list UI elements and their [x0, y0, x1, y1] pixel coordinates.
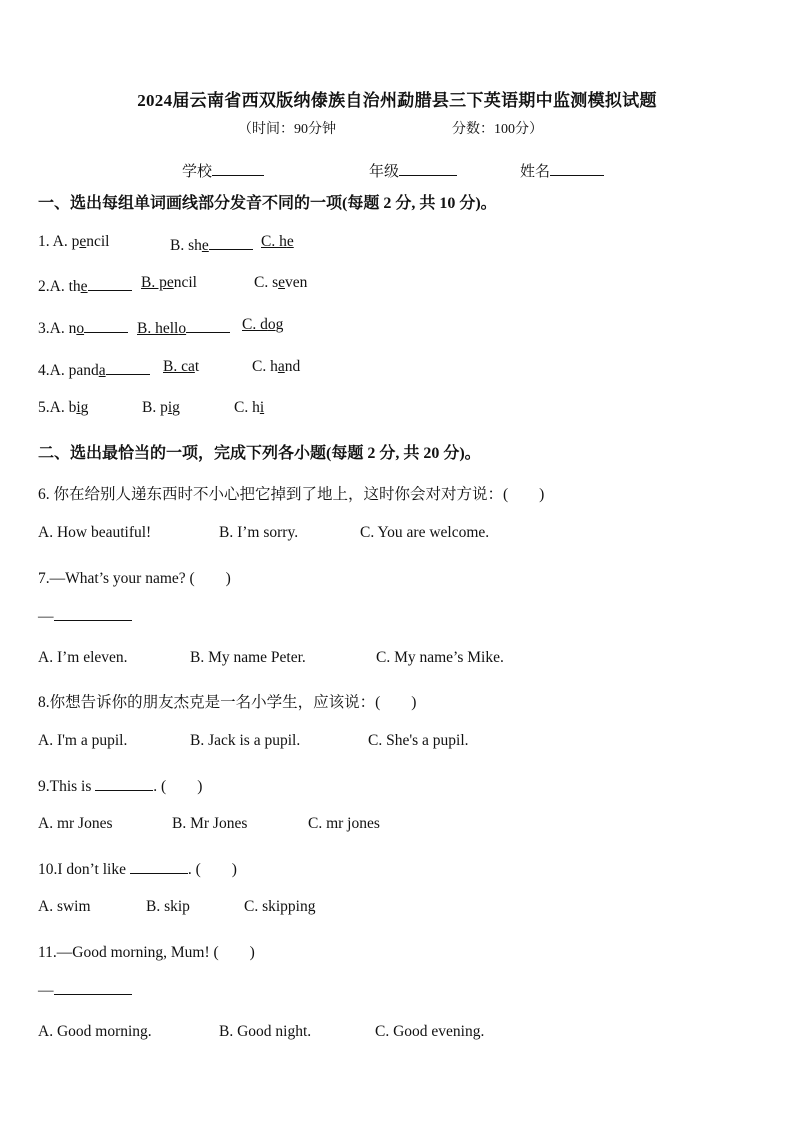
- question-10-option-a[interactable]: A. swim: [38, 898, 91, 915]
- grade-label: 年级: [369, 164, 400, 180]
- school-field[interactable]: [182, 160, 264, 181]
- school-blank[interactable]: [212, 161, 264, 176]
- question-10-stem: 10.I don’t like . ( ): [38, 861, 237, 878]
- grade-field[interactable]: [369, 160, 457, 181]
- question-9-option-a[interactable]: A. mr Jones: [38, 815, 113, 832]
- question-8-option-c[interactable]: C. She's a pupil.: [368, 732, 469, 749]
- question-9-stem: 9.This is . ( ): [38, 778, 203, 795]
- question-9-blank[interactable]: [95, 777, 153, 791]
- question-4-option-b: B. cat: [163, 358, 200, 375]
- question-6-option-b[interactable]: B. I’m sorry.: [219, 524, 299, 541]
- question-7-option-a[interactable]: A. I’m eleven.: [38, 649, 128, 666]
- question-2-option-c: C. seven: [254, 274, 308, 291]
- question-3-option-a: 3.A. no: [38, 316, 128, 338]
- question-2-option-a: 2.A. the: [38, 274, 132, 296]
- question-11-option-c[interactable]: C. Good evening.: [375, 1023, 485, 1040]
- question-11-option-b[interactable]: B. Good night.: [219, 1023, 312, 1040]
- section1-heading: 一、选出每组单词画线部分发音不同的一项(每题 2 分, 共 10 分)。: [38, 195, 497, 212]
- grade-blank[interactable]: [399, 161, 457, 176]
- question-6-stem: 6. 你在给别人递东西时不小心把它掉到了地上，这时你会对对方说：( ): [38, 486, 545, 503]
- name-label: 姓名: [520, 164, 551, 180]
- question-8-option-b[interactable]: B. Jack is a pupil.: [190, 732, 301, 749]
- name-blank[interactable]: [550, 161, 604, 176]
- question-10-blank[interactable]: [130, 860, 188, 874]
- question-7-option-b[interactable]: B. My name Peter.: [190, 649, 306, 666]
- exam-time: （时间：90分钟: [238, 122, 336, 137]
- question-4-option-a: 4.A. panda: [38, 358, 150, 380]
- question-11-stem: 11.—Good morning, Mum! ( ): [38, 944, 255, 961]
- question-6-option-c[interactable]: C. You are welcome.: [360, 524, 490, 541]
- question-1-option-c: C. he: [261, 233, 294, 250]
- question-9-option-c[interactable]: C. mr jones: [308, 815, 380, 832]
- question-8-stem: 8.你想告诉你的朋友杰克是一名小学生，应该说：( ): [38, 694, 417, 711]
- question-1-option-a: 1. A. pencil: [38, 233, 110, 250]
- school-label: 学校: [182, 164, 213, 180]
- question-5-option-a: 5.A. big: [38, 399, 89, 416]
- page-title: 2024届云南省西双版纳傣族自治州勐腊县三下英语期中监测模拟试题: [137, 91, 657, 110]
- question-7-answer-line[interactable]: —: [38, 608, 132, 626]
- exam-score: 分数：100分）: [452, 122, 543, 137]
- question-7-option-c[interactable]: C. My name’s Mike.: [376, 649, 504, 666]
- name-field[interactable]: [520, 160, 604, 181]
- section2-heading: 二、选出最恰当的一项，完成下列各小题(每题 2 分, 共 20 分)。: [38, 445, 481, 462]
- question-10-option-c[interactable]: C. skipping: [244, 898, 316, 915]
- question-2-option-b: B. pencil: [141, 274, 197, 291]
- question-5-option-c: C. hi: [234, 399, 265, 416]
- question-1-option-b: B. she: [170, 233, 253, 255]
- question-4-option-c: C. hand: [252, 358, 301, 375]
- question-7-stem: 7.—What’s your name? ( ): [38, 570, 231, 587]
- question-3-option-b: B. hello: [137, 316, 230, 338]
- question-11-option-a[interactable]: A. Good morning.: [38, 1023, 152, 1040]
- question-8-option-a[interactable]: A. I'm a pupil.: [38, 732, 128, 749]
- question-3-option-c: C. dog: [242, 316, 284, 333]
- question-9-option-b[interactable]: B. Mr Jones: [172, 815, 248, 832]
- question-11-answer-line[interactable]: —: [38, 982, 132, 1000]
- question-5-option-b: B. pig: [142, 399, 180, 416]
- question-6-option-a[interactable]: A. How beautiful!: [38, 524, 152, 541]
- question-10-option-b[interactable]: B. skip: [146, 898, 190, 915]
